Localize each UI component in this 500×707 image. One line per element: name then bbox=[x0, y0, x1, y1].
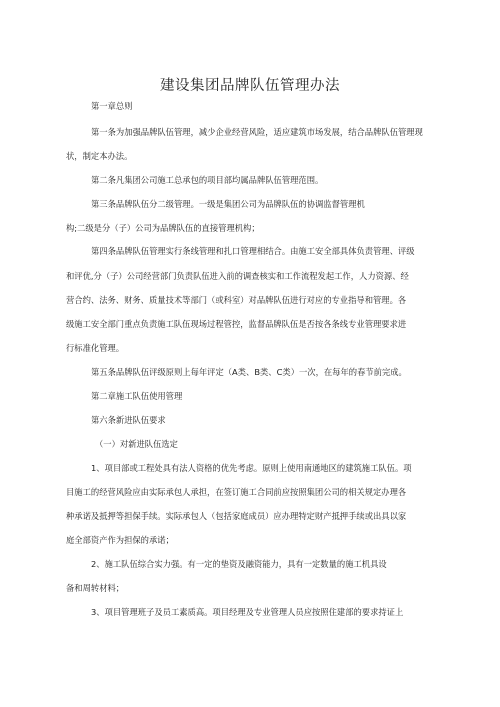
paragraph-line: 第三条品牌队伍分二级管理。一级是集团公司为品牌队伍的协调监督管理机 bbox=[91, 199, 365, 209]
paragraph-line: 1、项目部或工程处具有法人资格的优先考虑。原则上使用南通地区的建筑施工队伍。项 bbox=[91, 463, 412, 473]
paragraph-line: 第四条品牌队伍管理实行条线管理和扎口管理相结合。由施工安全部具体负责管理、评级 bbox=[91, 246, 415, 256]
paragraph-line: 行标准化管理。 bbox=[66, 343, 125, 353]
paragraph-line: 构;二级是分（子）公司为品牌队伍的直接管理机构； bbox=[66, 223, 260, 233]
paragraph-line: 第二条凡集团公司施工总承包的项目部均属品牌队伍管理范围。 bbox=[91, 175, 324, 185]
document-title: 建设集团品牌队伍管理办法 bbox=[160, 78, 340, 94]
article-heading: 第六条新进队伍要求 bbox=[91, 415, 166, 425]
paragraph-line: 营合约、法务、财务、质量技术等部门（或科室）对品牌队伍进行对应的专业指导和管理。各 bbox=[66, 295, 407, 305]
subsection-heading: （一）对新进队伍选定 bbox=[95, 439, 178, 449]
chapter-heading: 第二章施工队伍使用管理 bbox=[91, 391, 183, 401]
paragraph-line: 第五条品牌队伍评级原则上每年评定（A类、B类、C类）一次，在每年的春节前完成。 bbox=[91, 367, 407, 377]
paragraph-line: 备和周转材料； bbox=[66, 583, 125, 593]
paragraph-line: 3、项目管理班子及员工素质高。项目经理及专业管理人员应按照住建部的要求持证上 bbox=[91, 607, 404, 617]
paragraph-line: 第一条为加强品牌队伍管理，减少企业经营风险，适应建筑市场发展，结合品牌队伍管理现 bbox=[91, 127, 423, 137]
chapter-heading: 第一章总则 bbox=[91, 101, 133, 111]
paragraph-line: 级施工安全部门重点负责施工队伍现场过程管控，监督品牌队伍是否按各条线专业管理要求进 bbox=[66, 319, 407, 329]
paragraph-line: 庭全部资产作为担保的承诺； bbox=[66, 535, 174, 545]
paragraph-line: 2、施工队伍综合实力强。有一定的垫资及融资能力，具有一定数量的施工机具设 bbox=[91, 559, 387, 569]
paragraph-line: 目施工的经营风险应由实际承包人承担，在签订施工合同前应按照集团公司的相关规定办理各 bbox=[66, 487, 407, 497]
paragraph-line: 种承诺及抵押等担保手续。实际承包人（包括家庭成员）应办理特定财产抵押手续或出具以家 bbox=[66, 511, 407, 521]
paragraph-line: 和评优,分（子）公司经营部门负责队伍进入前的调查核实和工作流程发起工作，人力资源、经 bbox=[66, 271, 409, 281]
paragraph-line: 状，制定本办法。 bbox=[66, 151, 133, 161]
